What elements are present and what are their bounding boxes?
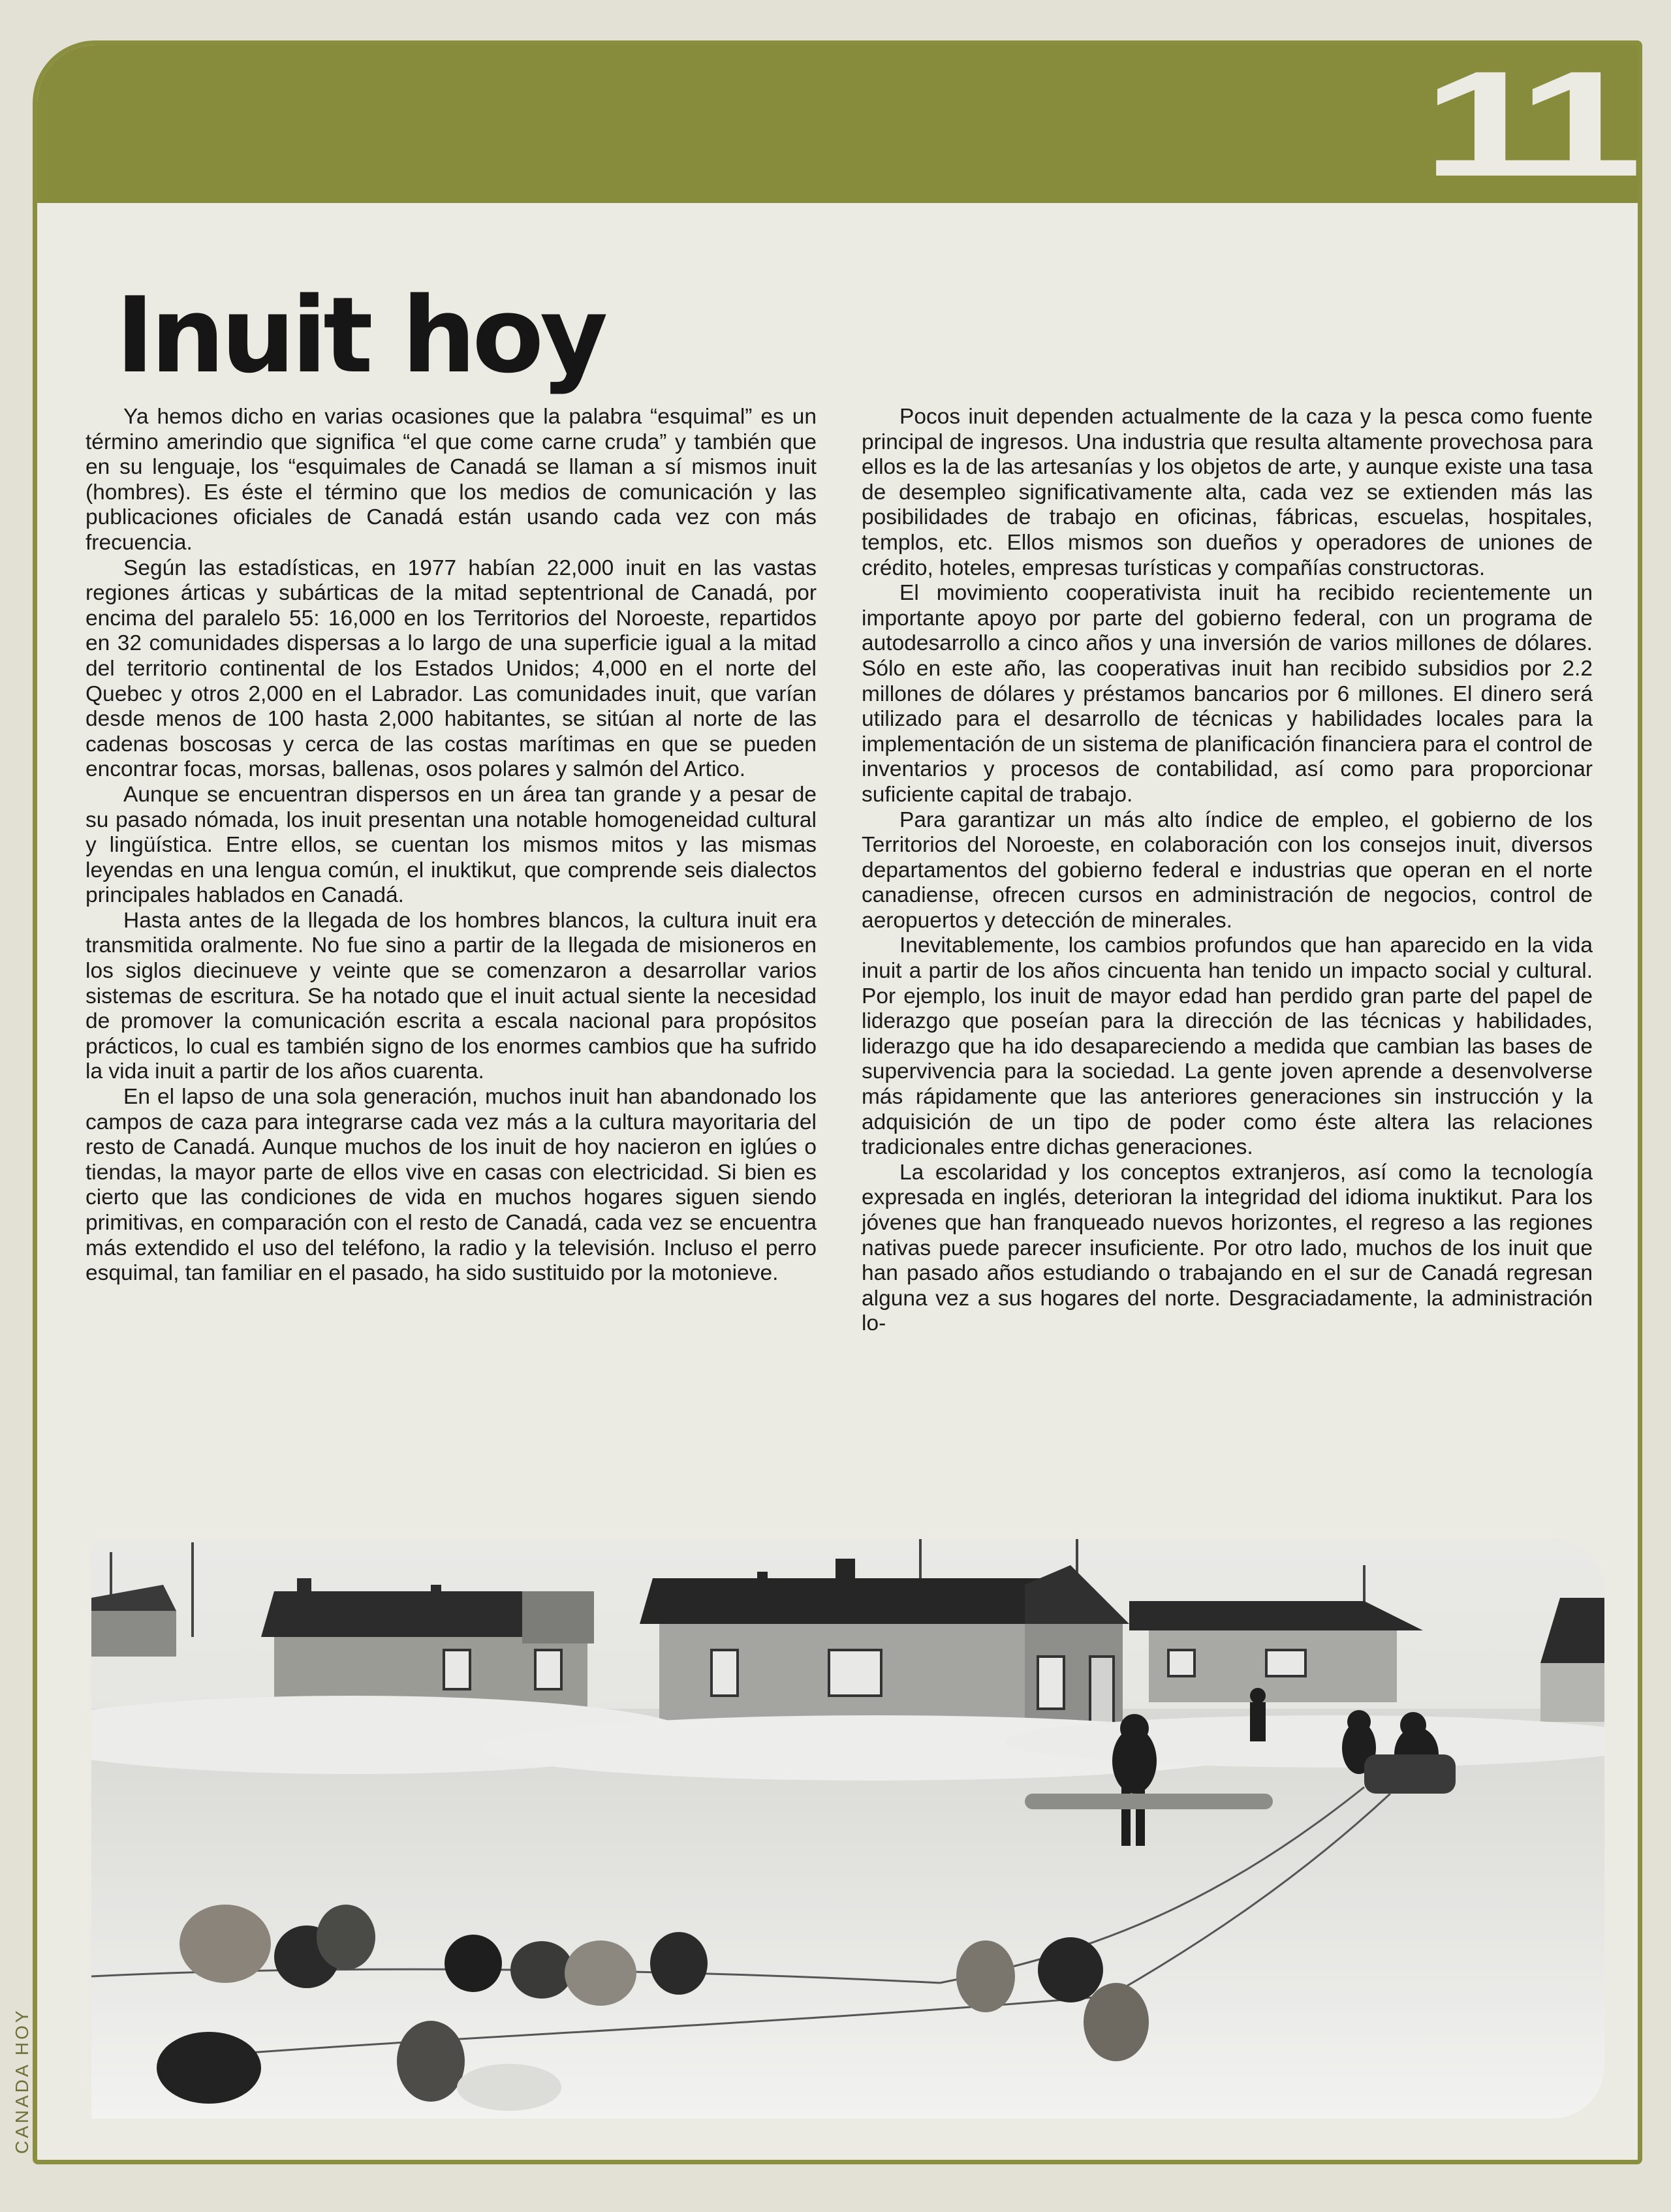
paragraph: Aunque se encuentran dispersos en un área tan grande y a pesar de su pasado nómada, los inuit presentan una notable homogeneidad cultural y lingüística. Entre ellos, se cuentan los mismos mitos y las mismas leyendas en una lengua común, el inuktikut, que comprende seis dialectos principales hablados en Canadá. [86, 782, 817, 908]
paragraph: Ya hemos dicho en varias ocasiones que la palabra “esquimal” es un término amerindio que significa “el que come carne cruda” y también que en su lenguaje, los “esquimales de Canadá se llaman a sí mismos inuit (hombres). Es éste el término que los medios de comunicación y las publicaciones oficiales de Canadá están usando cada vez con más frecuencia. [86, 405, 817, 555]
header-band [37, 40, 1638, 208]
paragraph: La escolaridad y los conceptos extranjeros, así como la tecnología expresada en inglés, deterioran la integridad del idioma inuktikut. Para los jóvenes que han franqueado nuevos horizontes, el regreso a las regiones nativas puede parecer insuficiente. Por otro lado, muchos de los inuit que han pasado años estudiando o trabajando en el sur de Canadá regresan alguna vez a sus hogares del norte. Desgraciadamente, la administración lo- [862, 1160, 1593, 1336]
article-title: Inuit hoy [116, 274, 604, 396]
paragraph: Pocos inuit dependen actualmente de la caza y la pesca como fuente principal de ingresos. Una industria que resulta altamente provechosa para ellos es la de las artesanías y los objetos de arte, y aunque existe una tasa de desempleo significativamente alta, cada vez se extienden más las posibilidades de trabajo en oficinas, fábricas, escuelas, hospitales, templos, etc. Ellos mismos son dueños y operadores de uniones de crédito, hoteles, empresas turísticas y compañías constructoras. [862, 405, 1593, 580]
paragraph: El movimiento cooperativista inuit ha recibido recientemente un importante apoyo por parte del gobierno federal, con un programa de autodesarrollo a cinco años y una inversión de varios millones de dólares. Sólo en este año, las cooperativas inuit han recibido subsidios por 2.2 millones de dólares y préstamos bancarios por 6 millones. El dinero será utilizado para el desarrollo de técnicas y habilidades locales para la implementación de un sistema de planificación financiera para el control de inventarios y procesos de contabilidad, así como para proporcionar suficiente capital de trabajo. [862, 581, 1593, 807]
house-left [261, 1578, 594, 1715]
page-number: 11 [1422, 40, 1625, 208]
house-center [640, 1559, 1129, 1735]
paragraph: Inevitablemente, los cambios profundos que han aparecido en la vida inuit a partir de los años cincuenta han tenido un impacto social y cultural. Por ejemplo, los inuit de mayor edad han perdido gran parte del papel de liderazgo que poseían para la dirección de las técnicas y habilidades, liderazgo que ha ido desapareciendo a medida que cambian las bases de supervivencia para la sociedad. La gente joven aprende a desenvolverse más rápidamente que las anteriores generaciones sin instrucción y la adquisición de un tipo de poder como éste altera las relaciones tradicionales entre dichas generaciones. [862, 933, 1593, 1160]
house-right [1129, 1601, 1423, 1702]
house-far-left [91, 1585, 176, 1657]
left-column [86, 405, 817, 1286]
paragraph: En el lapso de una sola generación, muchos inuit han abandonado los campos de caza para integrarse cada vez más a la cultura mayoritaria del resto de Canadá. Aunque muchos de los inuit de hoy nacieron en iglúes o tiendas, la mayor parte de ellos vive en casas con electricidad. Si bien es cierto que las condiciones de vida en muchos hogares siguen siendo primitivas, en comparación con el resto de Canadá, cada vez se encuentra más extendido el uso del teléfono, la radio y la televisión. Incluso el perro esquimal, tan familiar en el pasado, ha sido sustituido por la motonieve. [86, 1085, 817, 1286]
village-photo [91, 1539, 1604, 2119]
spine-label: CANADA HOY [12, 2008, 32, 2154]
paragraph: Para garantizar un más alto índice de empleo, el gobierno de los Territorios del Noroeste, en colaboración con los consejos inuit, diversos departamentos del gobierno federal e industrias que operan en el norte canadiense, ofrecen cursos en administración de negocios, control de aeropuertos y detección de minerales. [862, 807, 1593, 933]
right-column [862, 405, 1593, 1337]
paragraph: Hasta antes de la llegada de los hombres blancos, la cultura inuit era transmitida oralmente. No fue sino a partir de la llegada de misioneros en los siglos diecinueve y veinte que se comenzaron a desarrollar varios sistemas de escritura. Se ha notado que el inuit actual siente la necesidad de promover la comunicación escrita a escala nacional para propósitos prácticos, lo cual es también signo de los enormes cambios que ha sufrido la vida inuit a partir de los años cuarenta. [86, 908, 817, 1084]
snowmobile [1364, 1754, 1456, 1794]
paragraph: Según las estadísticas, en 1977 habían 22,000 inuit en las vastas regiones árticas y subárticas de la mitad septentrional de Canadá, por encima del paralelo 55: 16,000 en los Territorios del Noroeste, repartidos en 32 comunidades dispersas a lo largo de una superficie igual a la mitad del territorio continental de los Estados Unidos; 4,000 en el norte del Quebec y otros 2,000 en el Labrador. Las comunidades inuit, que varían desde menos de 100 hasta 2,000 habitantes, se sitúan al norte de las cadenas boscosas y cerca de las costas marítimas en que se pueden encontrar focas, morsas, ballenas, osos polares y salmón del Artico. [86, 555, 817, 782]
